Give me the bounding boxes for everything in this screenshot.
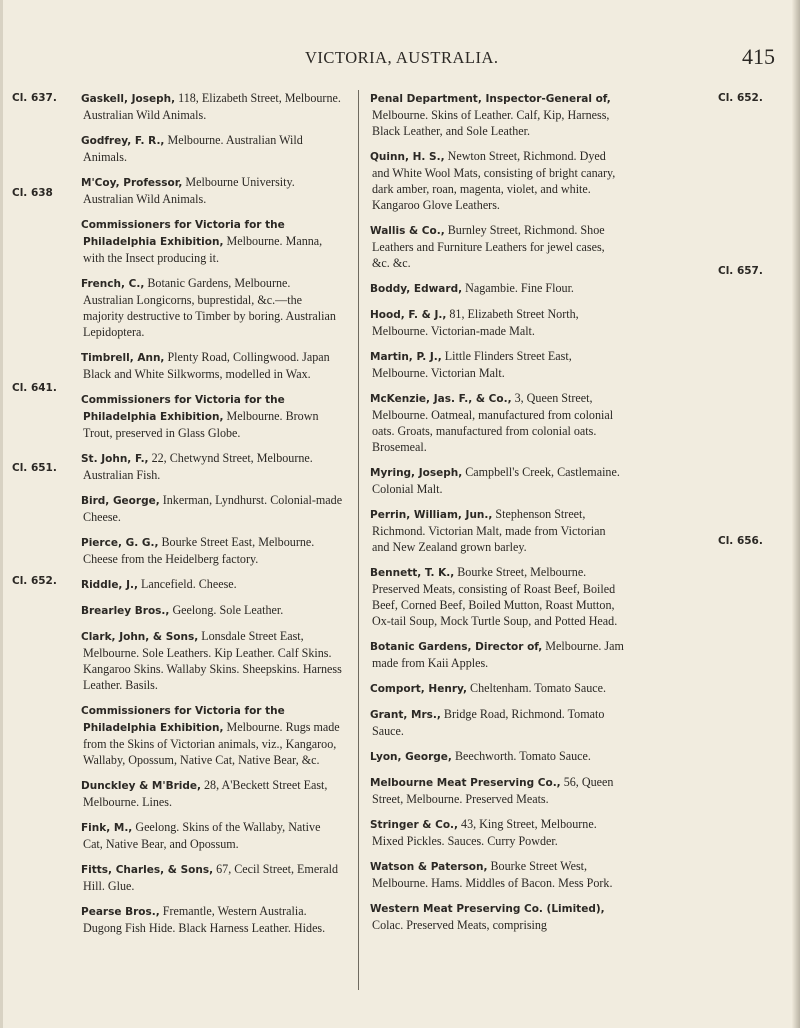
- entry-description: 118, Elizabeth Street, Melbourne. Australian Wild Animals.: [83, 91, 341, 122]
- entry-description: 22, Chetwynd Street, Melbourne. Australian Fish.: [83, 451, 313, 482]
- entry-description: 3, Queen Street, Melbourne. Oatmeal, manufactured from colonial oats. Groats, manufactured from colonial oats. Brosemeal.: [372, 391, 614, 454]
- class-label: Cl. 657.: [718, 265, 763, 277]
- entry-description: Bridge Road, Richmond. Tomato Sauce.: [372, 707, 605, 738]
- class-label: Cl. 652.: [718, 92, 763, 104]
- catalogue-entry: [83, 174, 343, 207]
- exhibitor-name: Quinn, H. S.,: [370, 151, 445, 163]
- exhibitor-name: Martin, P. J.,: [370, 351, 442, 363]
- entry-description: Melbourne. Rugs made from the Skins of Victorian animals, viz., Kangaroo, Wallaby, Opossum, Native Cat, Native Bear, &c.: [83, 720, 340, 767]
- exhibitor-name: Lyon, George,: [370, 751, 452, 763]
- exhibitor-name: Commissioners for Victoria for the Philadelphia Exhibition,: [81, 705, 285, 734]
- entry-description: Burnley Street, Richmond. Shoe Leathers and Furniture Leathers for jewel cases, &c. &c.: [372, 223, 605, 270]
- catalogue-entry: [372, 506, 624, 555]
- entry-description: Melbourne. Manna, with the Insect producing it.: [83, 234, 323, 265]
- entry-description: Botanic Gardens, Melbourne. Australian Longicorns, buprestidal, &c.—the majority destructive to Timber by boring. Australian Lepidoptera.: [83, 276, 336, 339]
- entry-description: Beechworth. Tomato Sauce.: [451, 749, 591, 763]
- exhibitor-name: Clark, John, & Sons,: [81, 631, 199, 643]
- catalogue-entry: [83, 216, 343, 266]
- exhibitor-name: Boddy, Edward,: [370, 283, 463, 295]
- exhibitor-name: Botanic Gardens, Director of,: [370, 641, 543, 653]
- exhibitor-name: Commissioners for Victoria for the Philadelphia Exhibition,: [81, 394, 285, 423]
- exhibitor-name: Bennett, T. K.,: [370, 567, 455, 579]
- catalogue-entry: [372, 858, 624, 891]
- entry-description: Melbourne University. Australian Wild Animals.: [83, 175, 295, 206]
- exhibitor-name: St. John, F.,: [81, 453, 149, 465]
- exhibitor-name: Riddle, J.,: [81, 579, 138, 591]
- catalogue-entry: [372, 680, 624, 697]
- column-divider: [358, 90, 359, 990]
- catalogue-entry: [83, 391, 343, 441]
- entry-description: 28, A'Beckett Street East, Melbourne. Lines.: [83, 778, 328, 809]
- catalogue-entry: [372, 564, 624, 629]
- entry-description: Campbell's Creek, Castlemaine. Colonial Malt.: [372, 465, 620, 496]
- entry-description: Melbourne. Australian Wild Animals.: [83, 133, 303, 164]
- catalogue-entry: [83, 90, 343, 123]
- exhibitor-name: Watson & Paterson,: [370, 861, 488, 873]
- entry-description: Fremantle, Western Australia. Dugong Fish Hide. Black Harness Leather. Hides.: [83, 904, 326, 935]
- entry-description: Lancefield. Cheese.: [137, 577, 237, 591]
- catalogue-entry: [372, 390, 624, 455]
- entry-description: 67, Cecil Street, Emerald Hill. Glue.: [83, 862, 339, 893]
- class-label: Cl. 638: [12, 187, 53, 199]
- entry-description: Melbourne. Jam made from Kaii Apples.: [372, 639, 624, 670]
- exhibitor-name: Perrin, William, Jun.,: [370, 509, 493, 521]
- catalogue-entry: [83, 861, 343, 894]
- entry-description: Newton Street, Richmond. Dyed and White Wool Mats, consisting of bright canary, dark amber, roan, magenta, violet, and white. Kangaroo Glove Leathers.: [372, 149, 616, 212]
- exhibitor-name: Western Meat Preserving Co. (Limited),: [370, 903, 605, 915]
- entry-description: Bourke Street West, Melbourne. Hams. Middles of Bacon. Mess Pork.: [372, 859, 613, 890]
- entry-description: Cheltenham. Tomato Sauce.: [467, 681, 606, 695]
- class-label: Cl. 652.: [12, 575, 57, 587]
- exhibitor-name: Wallis & Co.,: [370, 225, 445, 237]
- catalogue-entry: [372, 638, 624, 671]
- catalogue-entry: [83, 576, 343, 593]
- catalogue-entry: [372, 748, 624, 765]
- right-column: [372, 90, 624, 942]
- catalogue-entry: [83, 903, 343, 936]
- catalogue-entry: [83, 628, 343, 693]
- catalogue-entry: [372, 706, 624, 739]
- left-column: [83, 90, 343, 945]
- exhibitor-name: Pearse Bros.,: [81, 906, 160, 918]
- catalogue-entry: [372, 222, 624, 271]
- exhibitor-name: Dunckley & M'Bride,: [81, 780, 201, 792]
- catalogue-entry: [372, 774, 624, 807]
- exhibitor-name: Godfrey, F. R.,: [81, 135, 165, 147]
- class-label: Cl. 651.: [12, 462, 57, 474]
- entry-description: 56, Queen Street, Melbourne. Preserved Meats.: [372, 775, 614, 806]
- entry-description: Geelong. Sole Leather.: [169, 603, 284, 617]
- exhibitor-name: M'Coy, Professor,: [81, 177, 183, 189]
- page-edge-right: [792, 0, 800, 1028]
- entry-description: Lonsdale Street East, Melbourne. Sole Leathers. Kip Leather. Calf Skins. Kangaroo Skins. Wallaby Skins. Sheepskins. Harness Leather. Basils.: [83, 629, 342, 692]
- exhibitor-name: Brearley Bros.,: [81, 605, 170, 617]
- catalogue-entry: [83, 602, 343, 619]
- catalogue-entry: [83, 492, 343, 525]
- exhibitor-name: Comport, Henry,: [370, 683, 468, 695]
- entry-description: Bourke Street East, Melbourne. Cheese from the Heidelberg factory.: [83, 535, 315, 566]
- exhibitor-name: Melbourne Meat Preserving Co.,: [370, 777, 561, 789]
- running-header: VICTORIA, AUSTRALIA.: [305, 48, 499, 67]
- entry-description: Nagambie. Fine Flour.: [462, 281, 574, 295]
- catalogue-entry: [372, 280, 624, 297]
- exhibitor-name: Hood, F. & J.,: [370, 309, 447, 321]
- catalogue-entry: [372, 348, 624, 381]
- entry-description: 43, King Street, Melbourne. Mixed Pickles. Sauces. Curry Powder.: [372, 817, 597, 848]
- catalogue-entry: [83, 777, 343, 810]
- catalogue-entry: [83, 275, 343, 340]
- exhibitor-name: Stringer & Co.,: [370, 819, 459, 831]
- catalogue-entry: [372, 148, 624, 213]
- exhibitor-name: Myring, Joseph,: [370, 467, 463, 479]
- entry-description: Stephenson Street, Richmond. Victorian Malt, made from Victorian and New Zealand grown barley.: [372, 507, 606, 554]
- entry-description: Melbourne. Brown Trout, preserved in Glass Globe.: [83, 409, 319, 440]
- catalogue-entry: [372, 900, 624, 933]
- catalogue-entry: [372, 90, 624, 139]
- exhibitor-name: Gaskell, Joseph,: [81, 93, 176, 105]
- exhibitor-name: Commissioners for Victoria for the Philadelphia Exhibition,: [81, 219, 285, 248]
- entry-description: Colac. Preserved Meats, comprising: [372, 918, 547, 932]
- exhibitor-name: Bird, George,: [81, 495, 160, 507]
- catalogue-entry: [83, 450, 343, 483]
- entry-description: Plenty Road, Collingwood. Japan Black and White Silkworms, modelled in Wax.: [83, 350, 330, 381]
- catalogue-entry: [372, 816, 624, 849]
- entry-description: Little Flinders Street East, Melbourne. Victorian Malt.: [372, 349, 572, 380]
- exhibitor-name: Pierce, G. G.,: [81, 537, 159, 549]
- entry-description: 81, Elizabeth Street North, Melbourne. Victorian-made Malt.: [372, 307, 579, 338]
- class-label: Cl. 641.: [12, 382, 57, 394]
- exhibitor-name: Fink, M.,: [81, 822, 133, 834]
- entry-description: Inkerman, Lyndhurst. Colonial-made Cheese.: [83, 493, 343, 524]
- page-number: 415: [742, 44, 775, 69]
- exhibitor-name: French, C.,: [81, 278, 145, 290]
- exhibitor-name: Grant, Mrs.,: [370, 709, 441, 721]
- class-label: Cl. 637.: [12, 92, 57, 104]
- class-label: Cl. 656.: [718, 535, 763, 547]
- entry-description: Bourke Street, Melbourne. Preserved Meats, consisting of Roast Beef, Boiled Beef, Corned Beef, Boiled Mutton, Roast Mutton, Ox-tail Soup, Mock Turtle Soup, and Potted Head.: [372, 565, 618, 628]
- exhibitor-name: McKenzie, Jas. F., & Co.,: [370, 393, 512, 405]
- entry-description: Geelong. Skins of the Wallaby, Native Cat, Native Bear, and Opossum.: [83, 820, 321, 851]
- exhibitor-name: Timbrell, Ann,: [81, 352, 165, 364]
- catalogue-entry: [372, 464, 624, 497]
- catalogue-entry: [83, 534, 343, 567]
- catalogue-entry: [83, 132, 343, 165]
- catalogue-entry: [372, 306, 624, 339]
- catalogue-entry: [83, 819, 343, 852]
- catalogue-entry: [83, 702, 343, 768]
- page-edge-left: [0, 0, 3, 1028]
- exhibitor-name: Penal Department, Inspector-General of,: [370, 93, 611, 105]
- exhibitor-name: Fitts, Charles, & Sons,: [81, 864, 214, 876]
- catalogue-entry: [83, 349, 343, 382]
- entry-description: Melbourne. Skins of Leather. Calf, Kip, Harness, Black Leather, and Sole Leather.: [372, 108, 610, 138]
